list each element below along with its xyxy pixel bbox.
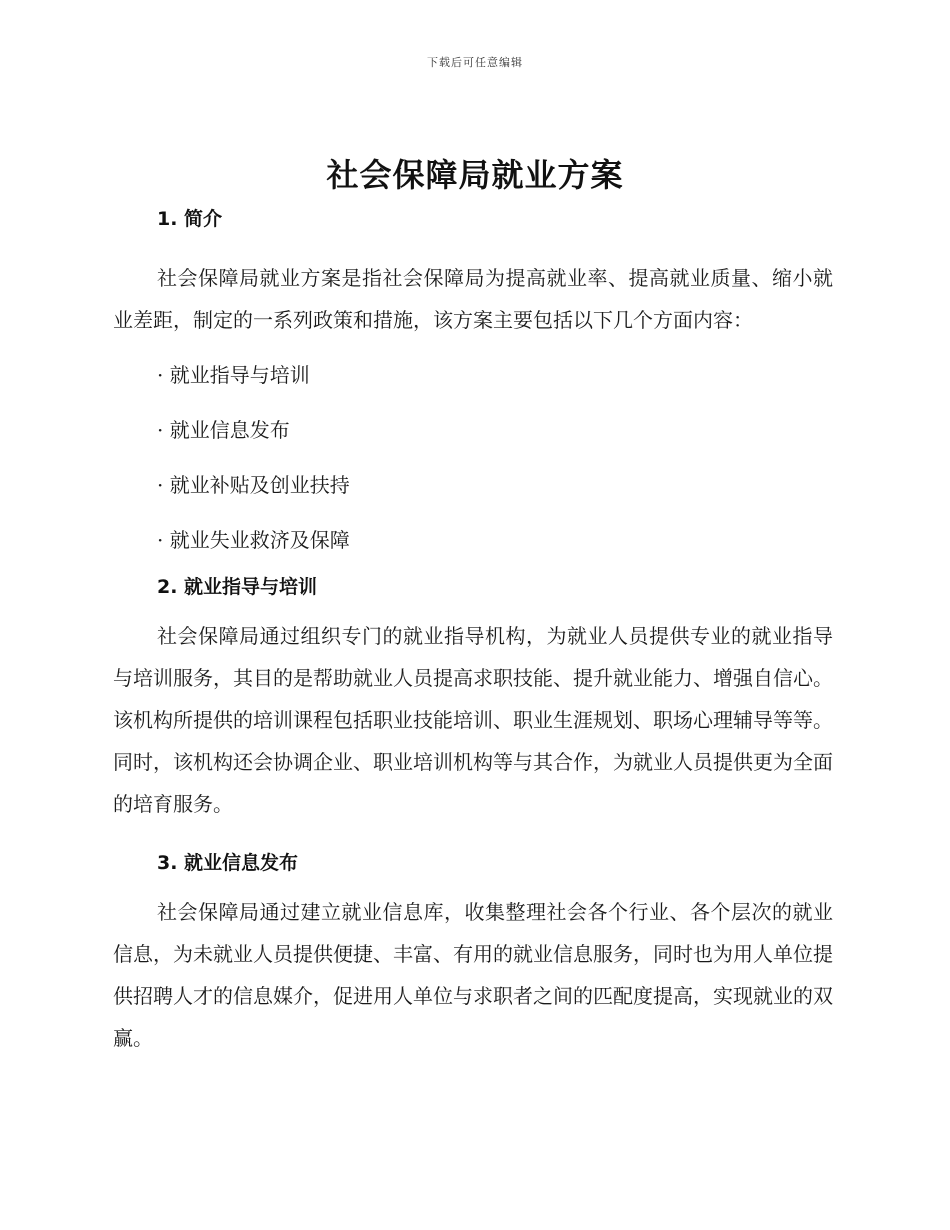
list-item: · 就业补贴及创业扶持 <box>157 473 350 497</box>
page-title: 社会保障局就业方案 <box>326 156 624 194</box>
document-body <box>113 203 833 1059</box>
header-note: 下载后可任意编辑 <box>427 56 523 69</box>
section-paragraph-info: 社会保障局通过建立就业信息库，收集整理社会各个行业、各个层次的就业信息，为未就业人员提供便捷、丰富、有用的就业信息服务，同时也为用人单位提供招聘人才的信息媒介，促进用人单位与求职者之间的匹配度提高，实现就业的双赢。 <box>113 900 833 1050</box>
list-item: · 就业指导与培训 <box>157 363 310 387</box>
section-heading-intro: 1. 简介 <box>157 208 223 230</box>
list-item: · 就业信息发布 <box>157 418 290 442</box>
section-heading-guidance: 2. 就业指导与培训 <box>157 576 318 598</box>
list-item: · 就业失业救济及保障 <box>157 528 350 552</box>
bullet-list <box>113 359 833 556</box>
section-paragraph-intro: 社会保障局就业方案是指社会保障局为提高就业率、提高就业质量、缩小就业差距，制定的一系列政策和措施，该方案主要包括以下几个方面内容： <box>113 266 833 332</box>
section-heading-info: 3. 就业信息发布 <box>157 852 299 874</box>
section-paragraph-guidance: 社会保障局通过组织专门的就业指导机构，为就业人员提供专业的就业指导与培训服务，其目的是帮助就业人员提高求职技能、提升就业能力、增强自信心。该机构所提供的培训课程包括职业技能培训、职业生涯规划、职场心理辅导等等。同时，该机构还会协调企业、职业培训机构等与其合作，为就业人员提供更为全面的培育服务。 <box>113 624 833 816</box>
